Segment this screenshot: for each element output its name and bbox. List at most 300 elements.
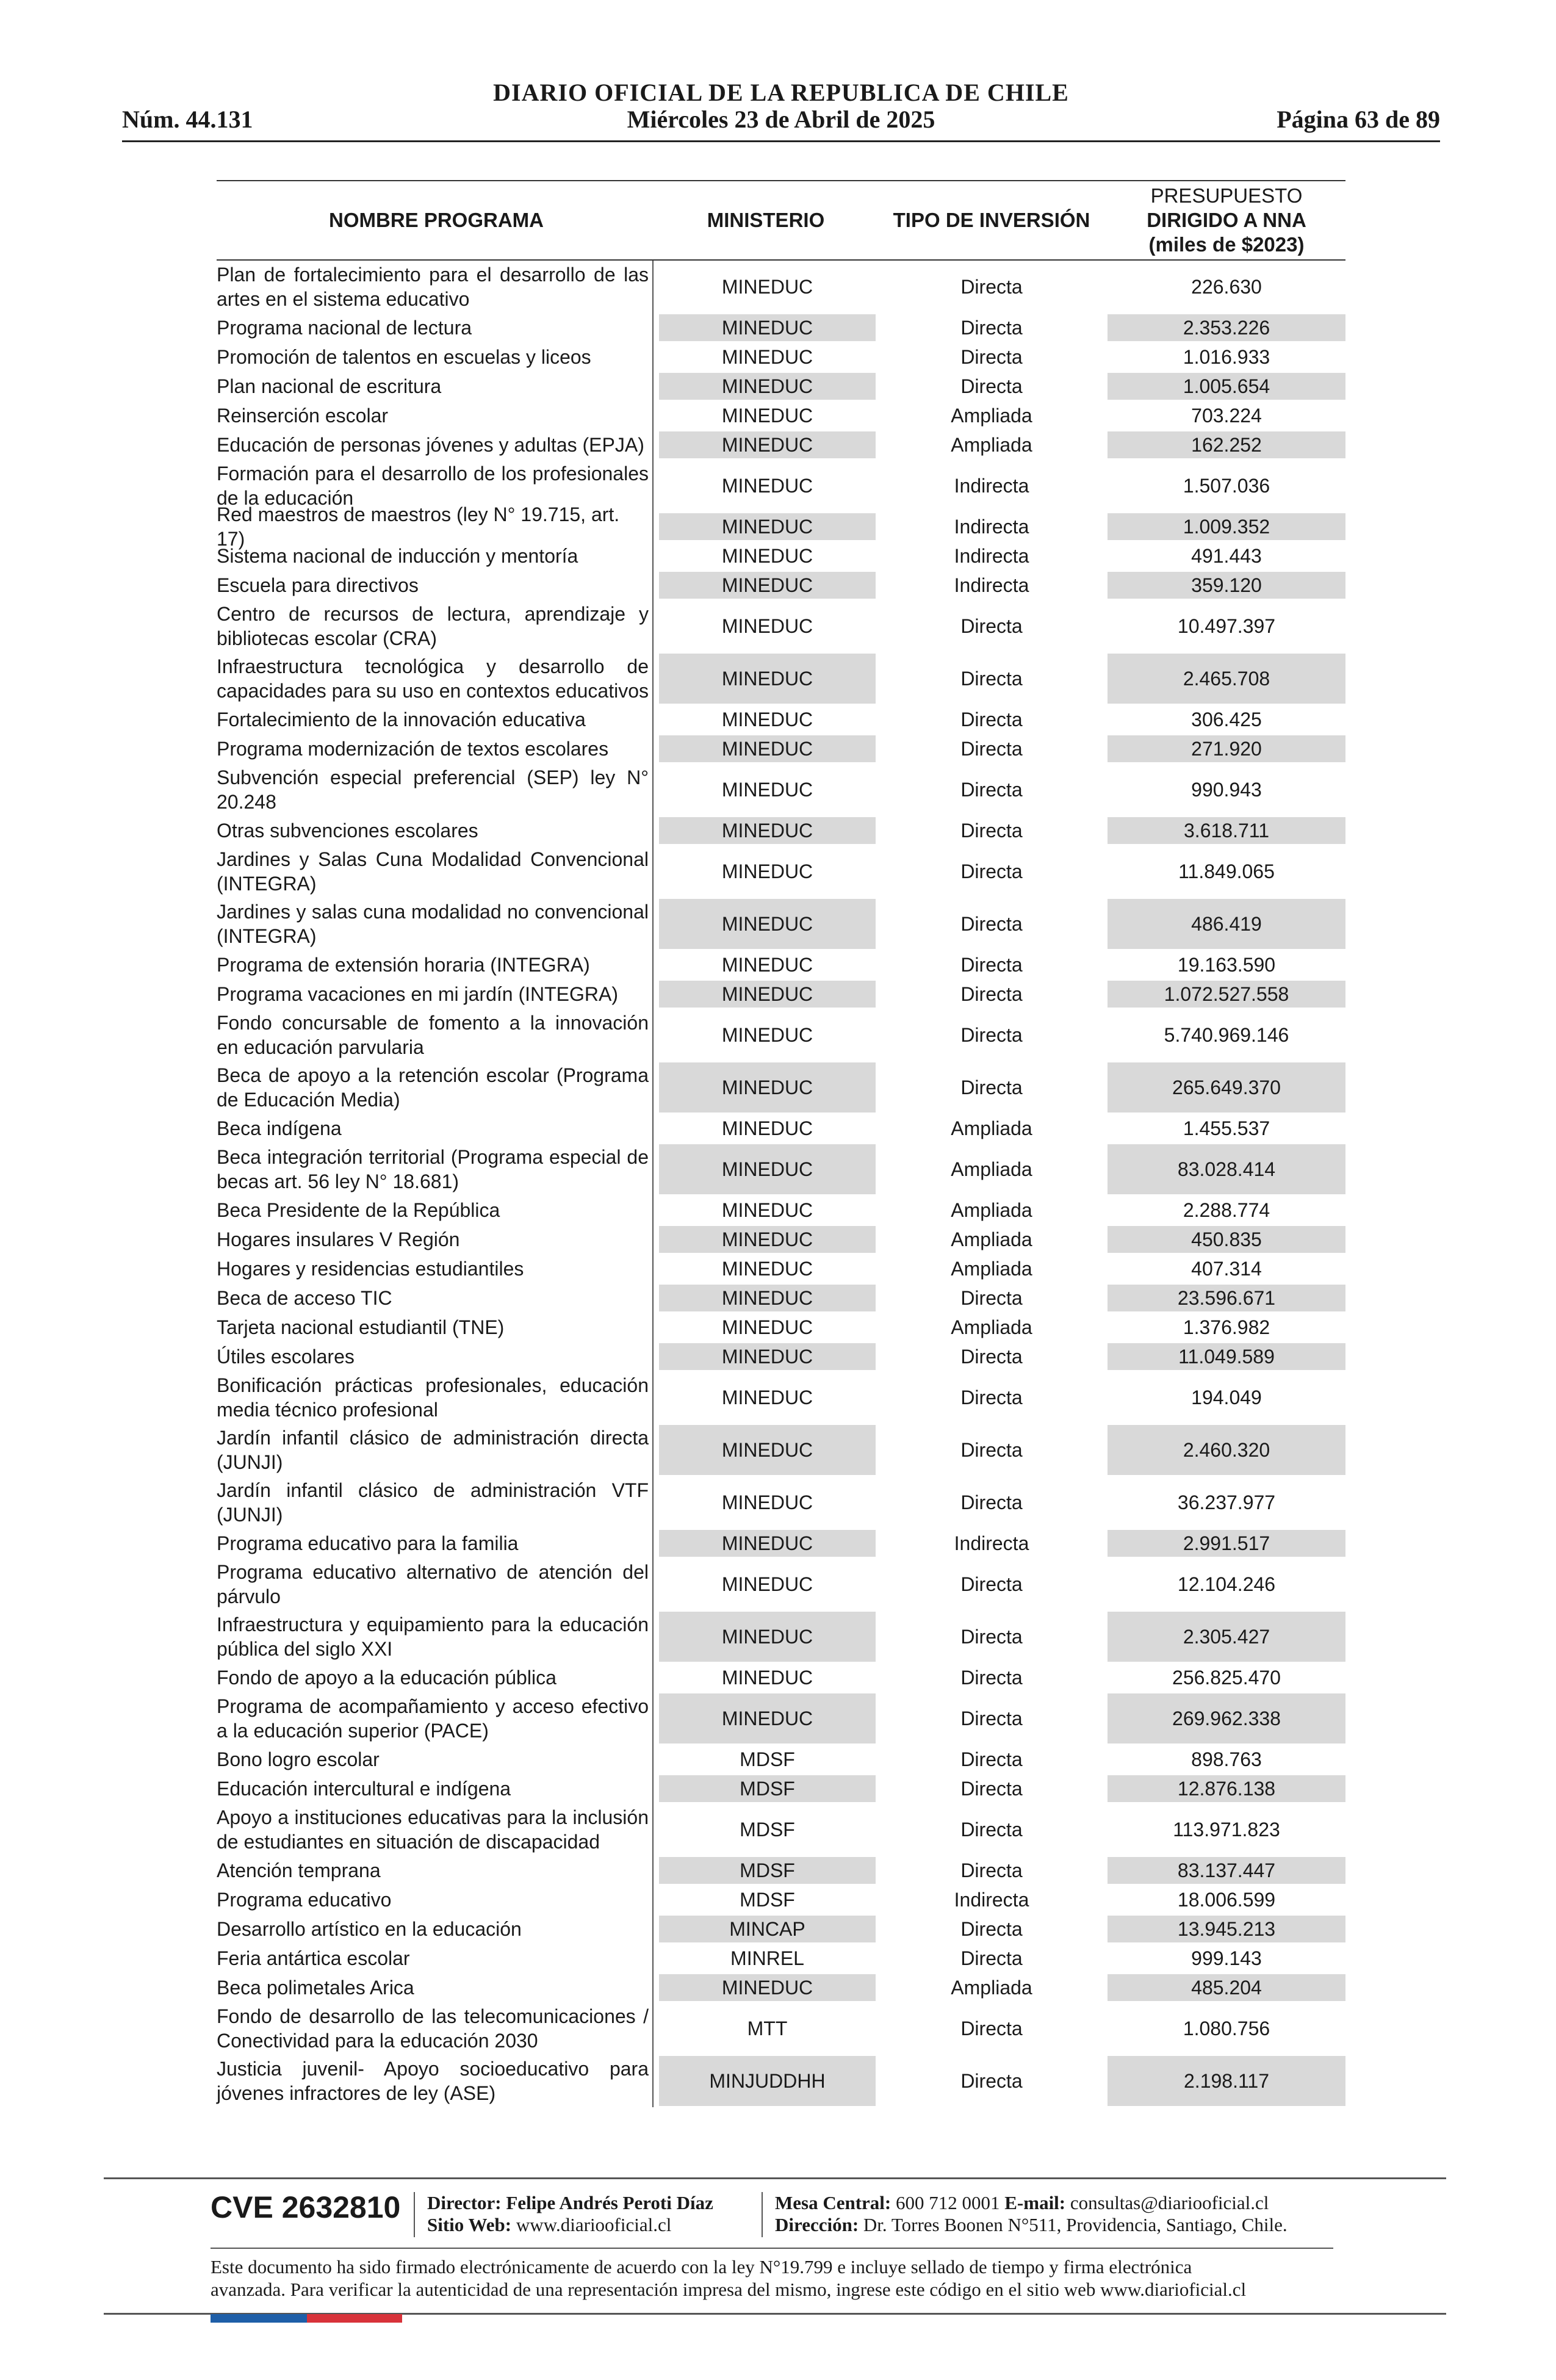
ministry-cell bbox=[659, 1144, 876, 1194]
ministry-cell-text: MINEDUC bbox=[721, 1024, 813, 1046]
investment-type-cell bbox=[876, 261, 1108, 313]
ministry-cell bbox=[659, 1775, 876, 1802]
table-row bbox=[217, 2055, 1345, 2107]
ministry-cell bbox=[659, 763, 876, 816]
program-name-text: Beca Presidente de la República bbox=[217, 1199, 500, 1221]
ministry-cell-text: MINEDUC bbox=[721, 615, 813, 637]
ministry-cell-text: MINEDUC bbox=[721, 1316, 813, 1338]
program-name-text: Programa modernización de textos escolares bbox=[217, 738, 609, 760]
investment-type-cell-text: Directa bbox=[960, 1859, 1023, 1881]
program-name-text: Programa de acompañamiento y acceso efectivo a la educación superior (PACE) bbox=[217, 1695, 649, 1742]
table-row bbox=[217, 950, 1345, 979]
table-row bbox=[217, 1745, 1345, 1774]
investment-type-cell-text: Ampliada bbox=[951, 1199, 1032, 1221]
budget-cell bbox=[1108, 1974, 1345, 2001]
table-row bbox=[217, 1283, 1345, 1313]
ministry-cell bbox=[659, 899, 876, 949]
budget-cell bbox=[1108, 1195, 1345, 1225]
header-type: TIPO DE INVERSIÓN bbox=[893, 209, 1090, 231]
table-row bbox=[217, 1424, 1345, 1476]
investment-type-cell bbox=[876, 430, 1108, 460]
program-name-text: Educación intercultural e indígena bbox=[217, 1778, 511, 1800]
budget-cell-text: 1.376.982 bbox=[1183, 1316, 1270, 1338]
ministry-cell-text: MINEDUC bbox=[721, 405, 813, 427]
investment-type-cell bbox=[876, 460, 1108, 512]
ministry-cell-text: MINEDUC bbox=[721, 1387, 813, 1408]
budget-cell bbox=[1108, 431, 1345, 458]
investment-type-cell-text: Ampliada bbox=[951, 1117, 1032, 1139]
budget-cell bbox=[1108, 817, 1345, 844]
investment-type-cell bbox=[876, 1803, 1108, 1856]
program-name bbox=[217, 571, 654, 600]
legal-notice bbox=[211, 2256, 1333, 2301]
ministry-cell-text: MINEDUC bbox=[721, 434, 813, 456]
ministry-cell bbox=[659, 1195, 876, 1225]
table-row bbox=[217, 816, 1345, 845]
budget-cell bbox=[1108, 1226, 1345, 1253]
table-row bbox=[217, 541, 1345, 571]
ministry-cell bbox=[659, 513, 876, 540]
header-ministry: MINISTERIO bbox=[707, 209, 825, 231]
investment-type-cell-text: Indirecta bbox=[954, 574, 1029, 596]
budget-cell bbox=[1108, 1944, 1345, 1973]
ministry-cell bbox=[659, 1885, 876, 1914]
investment-type-cell bbox=[876, 313, 1108, 342]
newspaper-title: DIARIO OFICIAL DE LA REPUBLICA DE CHILE bbox=[493, 79, 1069, 106]
ministry-cell bbox=[659, 342, 876, 372]
ministry-cell bbox=[659, 1530, 876, 1557]
investment-type-cell bbox=[876, 950, 1108, 979]
investment-type-cell bbox=[876, 372, 1108, 401]
investment-type-cell-text: Directa bbox=[960, 1346, 1023, 1368]
table-row bbox=[217, 430, 1345, 460]
program-name-text: Fondo concursable de fomento a la innovación en educación parvularia bbox=[217, 1012, 649, 1058]
budget-cell bbox=[1108, 1062, 1345, 1112]
budget-cell-text: 10.497.397 bbox=[1177, 615, 1276, 637]
budget-cell-text: 3.618.711 bbox=[1184, 820, 1269, 842]
investment-type-cell-text: Directa bbox=[960, 983, 1023, 1005]
budget-cell bbox=[1108, 401, 1345, 430]
program-name bbox=[217, 1745, 654, 1774]
director-name: Felipe Andrés Peroti Díaz bbox=[506, 2192, 713, 2213]
programs-table bbox=[217, 180, 1345, 2107]
legal-line-2: avanzada. Para verificar la autenticidad de una representación impresa del mismo, ingrese este código en el sitio web www.diarioficial.cl bbox=[211, 2279, 1247, 2300]
budget-cell-text: 2.460.320 bbox=[1183, 1439, 1270, 1461]
table-row bbox=[217, 313, 1345, 342]
program-name-text: Atención temprana bbox=[217, 1859, 381, 1881]
phone-label: Mesa Central: bbox=[775, 2192, 891, 2213]
investment-type-cell bbox=[876, 2002, 1108, 2055]
ministry-cell bbox=[659, 981, 876, 1008]
ministry-cell-text: MINEDUC bbox=[721, 860, 813, 882]
investment-type-cell-text: Directa bbox=[960, 913, 1023, 935]
program-name bbox=[217, 1342, 654, 1371]
ministry-cell-text: MINEDUC bbox=[721, 545, 813, 567]
ministry-cell-text: MINEDUC bbox=[721, 346, 813, 368]
program-name-text: Red maestros de maestros (ley N° 19.715, art. 17) bbox=[217, 503, 620, 550]
program-name-text: Fondo de desarrollo de las telecomunicaciones / Conectividad para la educación 2030 bbox=[217, 2005, 649, 2052]
program-name bbox=[217, 1914, 654, 1944]
ministry-cell bbox=[659, 845, 876, 898]
investment-type-cell bbox=[876, 571, 1108, 600]
ministry-cell bbox=[659, 1476, 876, 1529]
budget-cell bbox=[1108, 735, 1345, 762]
table-row bbox=[217, 1610, 1345, 1663]
table-row bbox=[217, 1114, 1345, 1143]
budget-cell bbox=[1108, 705, 1345, 734]
investment-type-cell bbox=[876, 816, 1108, 845]
investment-type-cell-text: Directa bbox=[960, 1439, 1023, 1461]
ministry-cell bbox=[659, 1114, 876, 1143]
footer-separator bbox=[762, 2192, 763, 2237]
program-name bbox=[217, 313, 654, 342]
program-name bbox=[217, 401, 654, 430]
table-row bbox=[217, 342, 1345, 372]
budget-cell bbox=[1108, 261, 1345, 313]
investment-type-cell bbox=[876, 1114, 1108, 1143]
investment-type-cell bbox=[876, 1254, 1108, 1283]
ministry-cell bbox=[659, 2002, 876, 2055]
investment-type-cell bbox=[876, 705, 1108, 734]
budget-cell-text: 898.763 bbox=[1191, 1748, 1262, 1770]
investment-type-cell-text: Ampliada bbox=[951, 1258, 1032, 1280]
budget-cell-text: 11.849.065 bbox=[1178, 860, 1275, 882]
budget-cell bbox=[1108, 1916, 1345, 1942]
program-name bbox=[217, 979, 654, 1009]
budget-cell bbox=[1108, 373, 1345, 400]
investment-type-cell bbox=[876, 1225, 1108, 1254]
budget-cell bbox=[1108, 342, 1345, 372]
phone-value: 600 712 0001 bbox=[896, 2192, 1000, 2213]
budget-cell bbox=[1108, 1663, 1345, 1692]
budget-cell-text: 18.006.599 bbox=[1177, 1889, 1276, 1911]
budget-cell bbox=[1108, 1343, 1345, 1370]
program-name bbox=[217, 1885, 654, 1914]
ministry-cell bbox=[659, 600, 876, 652]
budget-cell-text: 1.455.537 bbox=[1183, 1117, 1270, 1139]
program-name bbox=[217, 1774, 654, 1803]
budget-cell-text: 450.835 bbox=[1191, 1228, 1262, 1250]
investment-type-cell bbox=[876, 2055, 1108, 2107]
investment-type-cell-text: Directa bbox=[960, 1819, 1023, 1841]
program-name bbox=[217, 1663, 654, 1692]
budget-cell-text: 19.163.590 bbox=[1177, 954, 1276, 976]
program-name-text: Apoyo a instituciones educativas para la inclusión de estudiantes en situación de discapacidad bbox=[217, 1806, 649, 1853]
budget-cell-text: 265.649.370 bbox=[1172, 1076, 1281, 1098]
budget-cell bbox=[1108, 1476, 1345, 1529]
program-name bbox=[217, 1610, 654, 1663]
ministry-cell bbox=[659, 1425, 876, 1475]
program-name-text: Hogares y residencias estudiantiles bbox=[217, 1258, 524, 1280]
budget-cell-text: 1.080.756 bbox=[1183, 2018, 1270, 2039]
budget-cell bbox=[1108, 1114, 1345, 1143]
table-row bbox=[217, 1856, 1345, 1885]
header-budget-line2: DIRIGIDO A NNA bbox=[1147, 209, 1306, 231]
budget-cell bbox=[1108, 1745, 1345, 1774]
ministry-cell-text: MINEDUC bbox=[721, 1346, 813, 1368]
site-link[interactable]: www.diariooficial.cl bbox=[516, 2214, 672, 2235]
investment-type-cell-text: Directa bbox=[960, 2070, 1023, 2092]
budget-cell bbox=[1108, 1885, 1345, 1914]
program-name bbox=[217, 1529, 654, 1558]
investment-type-cell-text: Indirecta bbox=[954, 516, 1029, 538]
investment-type-cell-text: Directa bbox=[960, 1024, 1023, 1046]
ministry-cell-text: MINEDUC bbox=[721, 1439, 813, 1461]
ministry-cell-text: MINEDUC bbox=[721, 317, 813, 339]
ministry-cell-text: MDSF bbox=[740, 1778, 795, 1800]
table-row bbox=[217, 1558, 1345, 1610]
ministry-cell-text: MINEDUC bbox=[721, 375, 813, 397]
ministry-cell bbox=[659, 1916, 876, 1942]
table-row bbox=[217, 734, 1345, 763]
program-name bbox=[217, 2055, 654, 2107]
ministry-cell bbox=[659, 1285, 876, 1311]
investment-type-cell bbox=[876, 1558, 1108, 1610]
budget-cell bbox=[1108, 899, 1345, 949]
program-name-text: Sistema nacional de inducción y mentoría bbox=[217, 545, 578, 567]
budget-cell-text: 703.224 bbox=[1191, 405, 1262, 427]
program-name-text: Escuela para directivos bbox=[217, 574, 419, 596]
budget-cell bbox=[1108, 1612, 1345, 1662]
investment-type-cell-text: Indirecta bbox=[954, 545, 1029, 567]
program-name-text: Fortalecimiento de la innovación educativa bbox=[217, 709, 586, 730]
investment-type-cell-text: Directa bbox=[960, 1076, 1023, 1098]
budget-cell-text: 407.314 bbox=[1191, 1258, 1262, 1280]
budget-cell-text: 990.943 bbox=[1191, 779, 1262, 801]
program-name-text: Programa educativo alternativo de atención del párvulo bbox=[217, 1561, 649, 1607]
budget-cell-text: 1.009.352 bbox=[1183, 516, 1270, 538]
footer-rule-top bbox=[104, 2177, 1446, 2179]
budget-cell-text: 306.425 bbox=[1191, 709, 1262, 730]
table-row bbox=[217, 845, 1345, 898]
program-name bbox=[217, 2002, 654, 2055]
investment-type-cell bbox=[876, 1143, 1108, 1195]
investment-type-cell-text: Directa bbox=[960, 668, 1023, 690]
program-name-text: Feria antártica escolar bbox=[217, 1947, 410, 1969]
budget-cell-text: 2.198.117 bbox=[1184, 2070, 1269, 2092]
investment-type-cell bbox=[876, 1774, 1108, 1803]
investment-type-cell-text: Directa bbox=[960, 1778, 1023, 1800]
email-link[interactable]: consultas@diariooficial.cl bbox=[1070, 2192, 1269, 2213]
investment-type-cell bbox=[876, 342, 1108, 372]
investment-type-cell-text: Directa bbox=[960, 1287, 1023, 1309]
program-name-text: Beca integración territorial (Programa especial de becas art. 56 ley N° 18.681) bbox=[217, 1146, 649, 1192]
director-label: Director: bbox=[427, 2192, 502, 2213]
ministry-cell-text: MINEDUC bbox=[721, 1667, 813, 1689]
ministry-cell-text: MINCAP bbox=[729, 1918, 805, 1940]
investment-type-cell-text: Directa bbox=[960, 779, 1023, 801]
program-name-text: Programa vacaciones en mi jardín (INTEGRA) bbox=[217, 983, 618, 1005]
ministry-cell bbox=[659, 1254, 876, 1283]
investment-type-cell bbox=[876, 1529, 1108, 1558]
header-name: NOMBRE PROGRAMA bbox=[329, 209, 544, 231]
budget-cell bbox=[1108, 654, 1345, 704]
program-name bbox=[217, 1558, 654, 1610]
budget-cell-text: 269.962.338 bbox=[1172, 1707, 1281, 1729]
budget-cell bbox=[1108, 2056, 1345, 2106]
budget-cell-text: 162.252 bbox=[1191, 434, 1262, 456]
table-row bbox=[217, 1371, 1345, 1424]
program-name-text: Bonificación prácticas profesionales, educación media técnico profesional bbox=[217, 1374, 649, 1421]
ministry-cell-text: MTT bbox=[747, 2018, 788, 2039]
budget-cell-text: 5.740.969.146 bbox=[1164, 1024, 1289, 1046]
ministry-cell bbox=[659, 1612, 876, 1662]
table-row bbox=[217, 1342, 1345, 1371]
ministry-cell-text: MINEDUC bbox=[721, 779, 813, 801]
header-budget bbox=[1108, 181, 1345, 259]
program-name-text: Reinserción escolar bbox=[217, 405, 389, 427]
header-budget-line3: (miles de $2023) bbox=[1148, 233, 1305, 256]
investment-type-cell bbox=[876, 652, 1108, 705]
program-name-text: Tarjeta nacional estudiantil (TNE) bbox=[217, 1316, 505, 1338]
budget-cell bbox=[1108, 1425, 1345, 1475]
program-name bbox=[217, 1856, 654, 1885]
table-row bbox=[217, 372, 1345, 401]
program-name-text: Beca de acceso TIC bbox=[217, 1287, 392, 1309]
investment-type-cell-text: Directa bbox=[960, 1387, 1023, 1408]
ministry-cell bbox=[659, 2056, 876, 2106]
investment-type-cell bbox=[876, 1885, 1108, 1914]
budget-cell bbox=[1108, 1693, 1345, 1744]
investment-type-cell-text: Directa bbox=[960, 1491, 1023, 1513]
ministry-cell bbox=[659, 314, 876, 341]
budget-cell bbox=[1108, 1530, 1345, 1557]
budget-cell bbox=[1108, 572, 1345, 599]
ministry-cell-text: MINEDUC bbox=[721, 276, 813, 298]
budget-cell bbox=[1108, 513, 1345, 540]
ministry-cell bbox=[659, 1226, 876, 1253]
table-body bbox=[217, 261, 1345, 2107]
table-row bbox=[217, 1944, 1345, 1973]
ministry-cell-text: MINEDUC bbox=[721, 1258, 813, 1280]
ministry-cell bbox=[659, 1745, 876, 1774]
cve-code: CVE 2632810 bbox=[211, 2190, 401, 2224]
table-row bbox=[217, 1885, 1345, 1914]
program-name-text: Infraestructura y equipamiento para la educación pública del siglo XXI bbox=[217, 1614, 649, 1660]
table-row bbox=[217, 898, 1345, 950]
program-name bbox=[217, 652, 654, 705]
investment-type-cell bbox=[876, 1692, 1108, 1745]
table-row bbox=[217, 652, 1345, 705]
investment-type-cell bbox=[876, 1745, 1108, 1774]
ministry-cell bbox=[659, 1009, 876, 1061]
budget-cell bbox=[1108, 1313, 1345, 1342]
investment-type-cell-text: Directa bbox=[960, 1626, 1023, 1648]
footer-separator bbox=[414, 2192, 415, 2237]
program-name-text: Desarrollo artístico en la educación bbox=[217, 1918, 522, 1940]
budget-cell bbox=[1108, 1857, 1345, 1884]
program-name bbox=[217, 950, 654, 979]
program-name bbox=[217, 1225, 654, 1254]
program-name-text: Educación de personas jóvenes y adultas (EPJA) bbox=[217, 434, 644, 456]
table-row bbox=[217, 2002, 1345, 2055]
table-row bbox=[217, 1476, 1345, 1529]
budget-cell-text: 999.143 bbox=[1191, 1947, 1262, 1969]
program-name-text: Otras subvenciones escolares bbox=[217, 820, 478, 842]
program-name-text: Programa educativo para la familia bbox=[217, 1532, 519, 1554]
ministry-cell-text: MINEDUC bbox=[721, 1158, 813, 1180]
program-name-text: Promoción de talentos en escuelas y liceos bbox=[217, 346, 591, 368]
ministry-cell-text: MINEDUC bbox=[721, 574, 813, 596]
investment-type-cell bbox=[876, 512, 1108, 541]
ministry-cell-text: MINEDUC bbox=[721, 820, 813, 842]
investment-type-cell bbox=[876, 1009, 1108, 1061]
program-name bbox=[217, 541, 654, 571]
budget-cell bbox=[1108, 1803, 1345, 1856]
investment-type-cell bbox=[876, 898, 1108, 950]
ministry-cell-text: MDSF bbox=[740, 1748, 795, 1770]
investment-type-cell-text: Ampliada bbox=[951, 1158, 1032, 1180]
program-name bbox=[217, 1973, 654, 2002]
ministry-cell bbox=[659, 735, 876, 762]
table-row bbox=[217, 1914, 1345, 1944]
table-row bbox=[217, 1774, 1345, 1803]
ministry-cell-text: MINEDUC bbox=[721, 1626, 813, 1648]
program-name bbox=[217, 1424, 654, 1476]
investment-type-cell bbox=[876, 1476, 1108, 1529]
ministry-cell bbox=[659, 654, 876, 704]
ministry-cell-text: MINREL bbox=[730, 1947, 804, 1969]
program-name bbox=[217, 1061, 654, 1114]
budget-cell-text: 2.353.226 bbox=[1183, 317, 1270, 339]
investment-type-cell-text: Directa bbox=[960, 860, 1023, 882]
investment-type-cell bbox=[876, 541, 1108, 571]
ministry-cell-text: MINEDUC bbox=[721, 738, 813, 760]
ministry-cell-text: MINEDUC bbox=[721, 709, 813, 730]
program-name bbox=[217, 734, 654, 763]
budget-cell bbox=[1108, 1558, 1345, 1610]
program-name bbox=[217, 1143, 654, 1195]
ministry-cell bbox=[659, 1944, 876, 1973]
table-row bbox=[217, 1143, 1345, 1195]
ministry-cell bbox=[659, 431, 876, 458]
investment-type-cell-text: Directa bbox=[960, 346, 1023, 368]
program-name-text: Útiles escolares bbox=[217, 1346, 355, 1368]
investment-type-cell-text: Indirecta bbox=[954, 1889, 1029, 1911]
program-name bbox=[217, 1114, 654, 1143]
ministry-cell bbox=[659, 1371, 876, 1424]
table-header bbox=[217, 180, 1345, 261]
investment-type-cell-text: Ampliada bbox=[951, 1977, 1032, 1999]
investment-type-cell-text: Directa bbox=[960, 1748, 1023, 1770]
ministry-cell-text: MINJUDDHH bbox=[709, 2070, 826, 2092]
program-name bbox=[217, 1371, 654, 1424]
table-row bbox=[217, 1009, 1345, 1061]
budget-cell-text: 1.072.527.558 bbox=[1164, 983, 1289, 1005]
budget-cell bbox=[1108, 1144, 1345, 1194]
program-name bbox=[217, 261, 654, 313]
program-name bbox=[217, 430, 654, 460]
ministry-cell bbox=[659, 572, 876, 599]
investment-type-cell bbox=[876, 1342, 1108, 1371]
program-name bbox=[217, 1313, 654, 1342]
program-name-text: Fondo de apoyo a la educación pública bbox=[217, 1667, 556, 1689]
ministry-cell-text: MINEDUC bbox=[721, 1573, 813, 1595]
ministry-cell bbox=[659, 950, 876, 979]
investment-type-cell bbox=[876, 1610, 1108, 1663]
ministry-cell-text: MINEDUC bbox=[721, 983, 813, 1005]
program-name bbox=[217, 1803, 654, 1856]
budget-cell bbox=[1108, 763, 1345, 816]
ministry-cell-text: MINEDUC bbox=[721, 1199, 813, 1221]
flag-stripe-red bbox=[307, 2314, 402, 2323]
table-row bbox=[217, 1803, 1345, 1856]
email-label: E-mail: bbox=[1004, 2192, 1066, 2213]
investment-type-cell-text: Ampliada bbox=[951, 1316, 1032, 1338]
header-budget-line1: PRESUPUESTO bbox=[1150, 184, 1303, 207]
program-name-text: Programa de extensión horaria (INTEGRA) bbox=[217, 954, 590, 976]
ministry-cell-text: MINEDUC bbox=[721, 1228, 813, 1250]
